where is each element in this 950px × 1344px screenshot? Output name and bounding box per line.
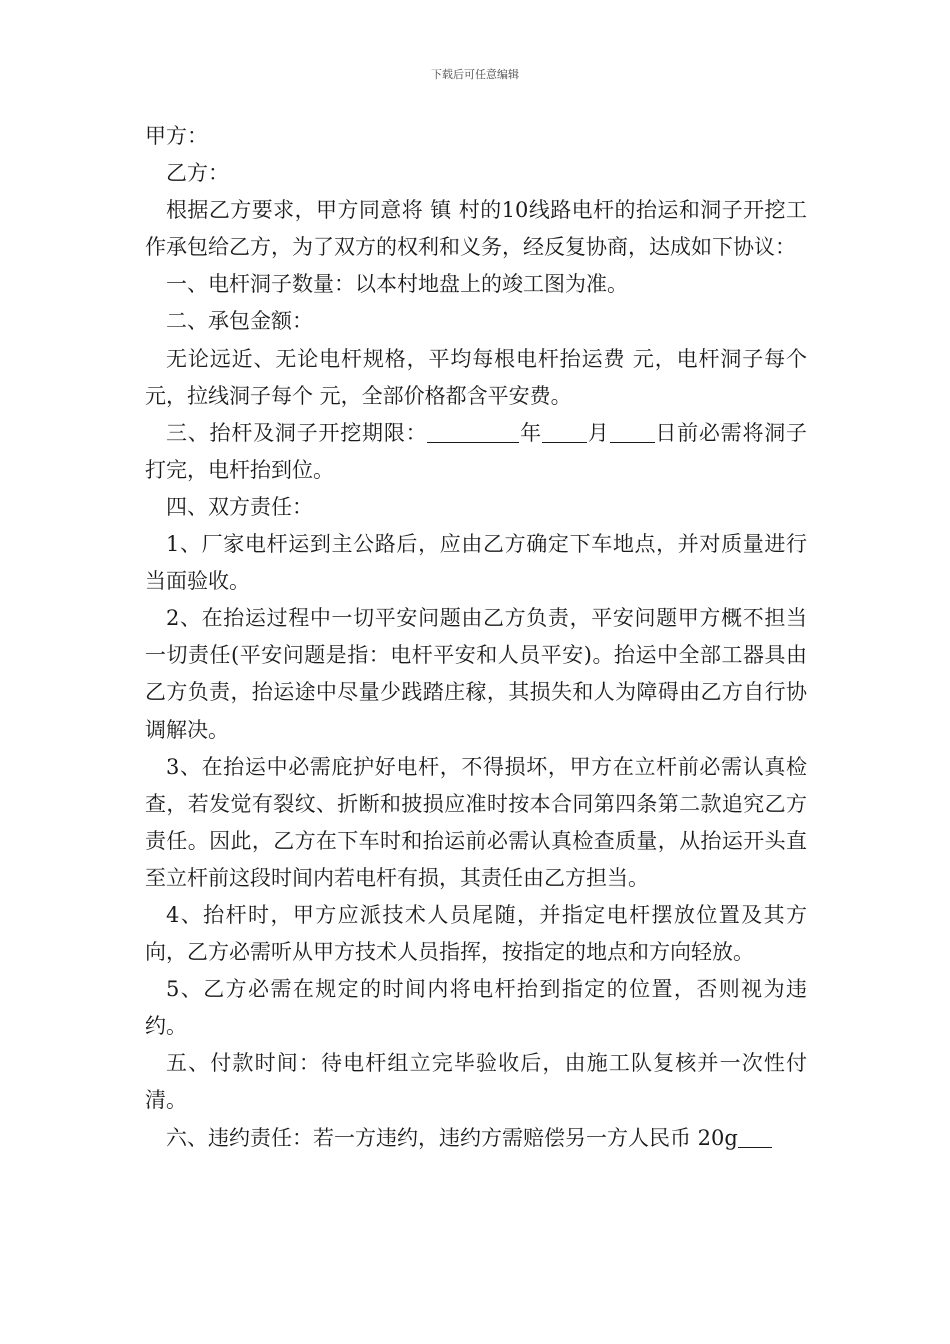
month-blank xyxy=(542,421,587,443)
amount-blank xyxy=(738,1126,772,1148)
section-3-suffix: 日前必需将洞子打完，电杆抬到位。 xyxy=(145,420,808,482)
section-2-body: 无论远近、无论电杆规格，平均每根电杆抬运费 元，电杆洞子每个 元，拉线洞子每个 元，全部价格都含平安费。 xyxy=(145,346,807,408)
day-blank xyxy=(610,421,655,443)
section-6 xyxy=(145,1120,807,1157)
section-3-year: 年 xyxy=(519,420,542,445)
section-5: 五、付款时间：待电杆组立完毕验收后，由施工队复核并一次性付清。 xyxy=(145,1051,807,1113)
year-blank xyxy=(427,421,519,443)
header-note: 下载后可任意编辑 xyxy=(431,68,519,81)
section-4-item-4: 4、抬杆时，甲方应派技术人员尾随，并指定电杆摆放位置及其方向，乙方必需听从甲方技术人员指挥，按指定的地点和方向轻放。 xyxy=(145,902,807,965)
section-3-prefix: 三、抬杆及洞子开挖期限： xyxy=(166,420,428,445)
intro-paragraph: 根据乙方要求，甲方同意将 镇 村的10线路电杆的抬运和洞子开挖工作承包给乙方，为了双方的权利和义务，经反复协商，达成如下协议： xyxy=(145,198,807,260)
section-4-item-3: 3、在抬运中必需庇护好电杆，不得损坏，甲方在立杆前必需认真检查，若发觉有裂纹、折断和披损应准时按本合同第四条第二款追究乙方责任。因此，乙方在下车时和抬运前必需认真检查质量，从抬运开头直至立杆前这段时间内若电杆有损，其责任由乙方担当。 xyxy=(145,754,807,890)
section-2-title: 二、承包金额： xyxy=(166,309,313,334)
section-3 xyxy=(145,415,807,489)
party-a-line: 甲方： xyxy=(145,124,208,148)
section-4-item-5: 5、乙方必需在规定的时间内将电杆抬到指定的位置，否则视为违约。 xyxy=(145,977,807,1039)
party-b-line: 乙方： xyxy=(166,161,229,186)
section-6-text: 六、违约责任：若一方违约，违约方需赔偿另一方人民币 20g xyxy=(166,1125,738,1150)
section-4-item-1: 1、厂家电杆运到主公路后，应由乙方确定下车地点，并对质量进行当面验收。 xyxy=(145,532,807,594)
section-3-month: 月 xyxy=(586,420,610,445)
section-4-item-2: 2、在抬运过程中一切平安问题由乙方负责，平安问题甲方概不担当一切责任(平安问题是指：电杆平安和人员平安)。抬运中全部工器具由乙方负责，抬运途中尽量少践踏庄稼，其损失和人为障碍由乙方自行协调解决。 xyxy=(145,606,807,742)
section-4-title: 四、双方责任： xyxy=(166,494,313,519)
section-1: 一、电杆洞子数量：以本村地盘上的竣工图为准。 xyxy=(166,272,628,297)
document-body xyxy=(145,118,807,1157)
